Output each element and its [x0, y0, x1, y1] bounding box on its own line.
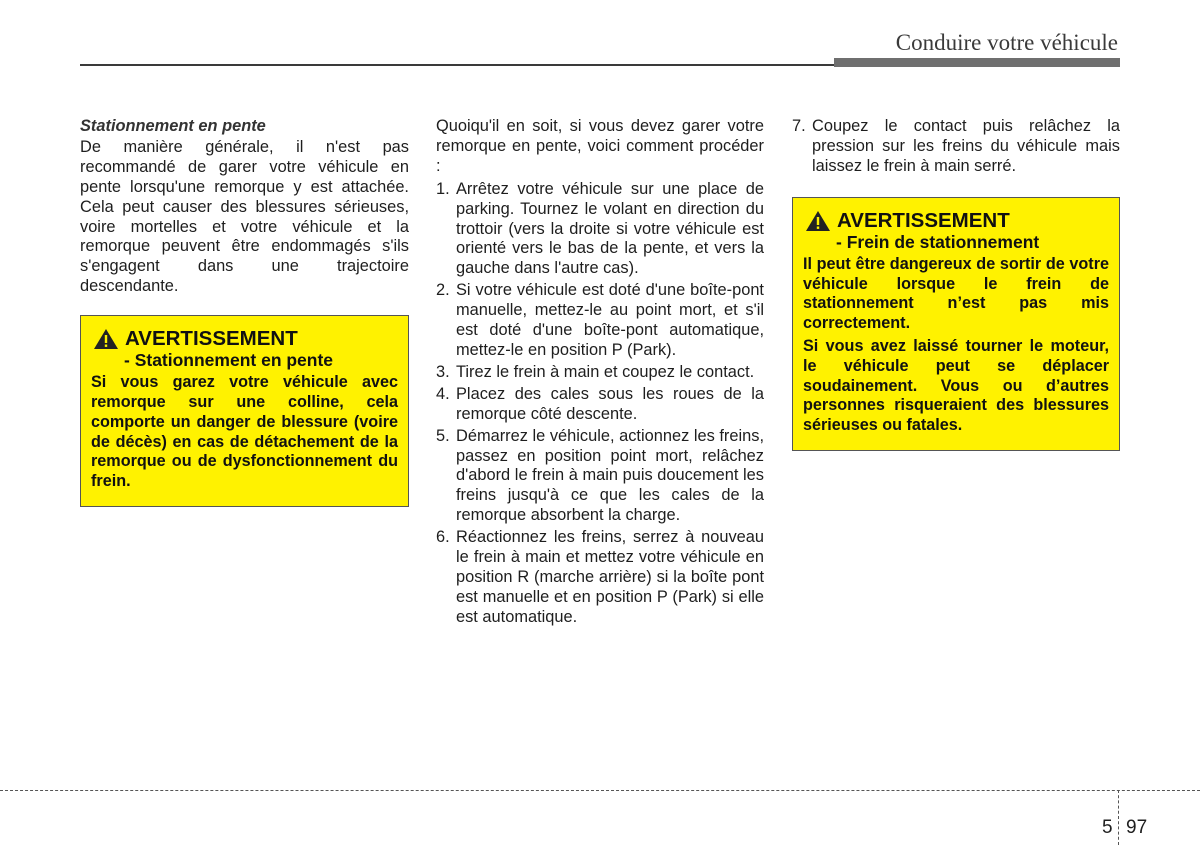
- list-item: [436, 385, 764, 425]
- header-rule: [80, 64, 836, 66]
- page-number: 97: [1126, 817, 1148, 838]
- list-item: [436, 180, 764, 280]
- column-middle: [436, 117, 764, 630]
- warning-title-row: [91, 328, 398, 350]
- column-left: [80, 117, 409, 507]
- step-text: Placez des cales sous les roues de la remorque côté descente.: [456, 384, 764, 423]
- step-text: Réactionnez les freins, serrez à nouveau le frein à main et mettez votre véhicule en position R (marche arrière) si la boîte pont est manuelle et en position P (Park) si elle est automatique.: [456, 528, 764, 626]
- step-number: 4.: [436, 384, 450, 403]
- step-number: 1.: [436, 179, 450, 198]
- footer-dashed-rule: [0, 790, 1200, 791]
- warning-subtitle: - Frein de stationnement: [836, 231, 1040, 252]
- warning-text: Si vous avez laissé tourner le moteur, le véhicule peut se déplacer soudainement. Vous ou d’autres personnes risqueraient des blessures sérieuses ou fatales.: [803, 336, 1109, 435]
- warning-text: Il peut être dangereux de sortir de votre véhicule lorsque le frein de stationnement n’est pas mis correctement.: [803, 254, 1109, 333]
- footer-page-divider: [1118, 790, 1119, 845]
- warning-triangle-icon: [805, 210, 831, 232]
- list-item: [436, 528, 764, 628]
- warning-subtitle: - Stationnement en pente: [124, 350, 334, 371]
- step-number: 7.: [792, 117, 806, 135]
- procedure-steps: [436, 180, 764, 628]
- step-text: Arrêtez votre véhicule sur une place de parking. Tournez le volant en direction du trottoir (vers la droite si votre véhicule est orienté vers le bas de la pente, et vers la gauche dans l'autre cas).: [456, 179, 764, 278]
- step-text: Coupez le contact puis relâchez la pression sur les freins du véhicule mais laissez le frein à main serré.: [812, 117, 1120, 175]
- procedure-intro: Quoiqu'il en soit, si vous devez garer votre remorque en pente, voici comment procéder :: [436, 117, 764, 175]
- procedure-steps-continued: [792, 117, 1120, 177]
- section-subheading: Stationnement en pente: [80, 117, 266, 135]
- warning-text: Si vous garez votre véhicule avec remorque sur une colline, cela comporte un danger de blessure (voire de décès) en cas de détachement de la remorque ou de dysfonctionnement du frein.: [91, 373, 398, 491]
- step-text: Si votre véhicule est doté d'une boîte-pont manuelle, mettez-le au point mort, et s'il est doté d'une boîte-pont automatique, mettez-le en position P (Park).: [456, 281, 764, 359]
- warning-box-parking-brake: [792, 197, 1120, 451]
- column-right: [792, 117, 1120, 451]
- list-item: [436, 427, 764, 527]
- list-item: [792, 117, 1120, 177]
- warning-title: AVERTISSEMENT: [837, 208, 1010, 232]
- step-number: 6.: [436, 528, 450, 547]
- warning-triangle-icon: [93, 328, 119, 350]
- step-number: 3.: [436, 362, 450, 381]
- step-number: 5.: [436, 426, 450, 445]
- step-text: Démarrez le véhicule, actionnez les freins, passez en position point mort, relâchez d'abord le frein à main puis doucement les freins jusqu'à ce que les cales de la remorque absorbent la charge.: [456, 426, 764, 525]
- intro-paragraph: De manière générale, il n'est pas recommandé de garer votre véhicule en pente lorsqu'une remorque y est attachée. Cela peut causer des blessures sérieuses, voire mortelles et votre véhicule et la remorque peuvent être endommagés s'ils s'engagent dans une trajectoire descendante.: [80, 137, 409, 296]
- page-header-title: Conduire votre véhicule: [895, 30, 1118, 55]
- warning-title-row: [803, 210, 1109, 232]
- warning-box-slope: [80, 315, 409, 507]
- step-number: 2.: [436, 281, 450, 300]
- list-item: [436, 363, 764, 383]
- header-bar: [834, 58, 1120, 67]
- warning-title: AVERTISSEMENT: [125, 327, 298, 351]
- chapter-number: 5: [1102, 817, 1113, 838]
- list-item: [436, 281, 764, 361]
- step-text: Tirez le frein à main et coupez le contact.: [456, 362, 755, 381]
